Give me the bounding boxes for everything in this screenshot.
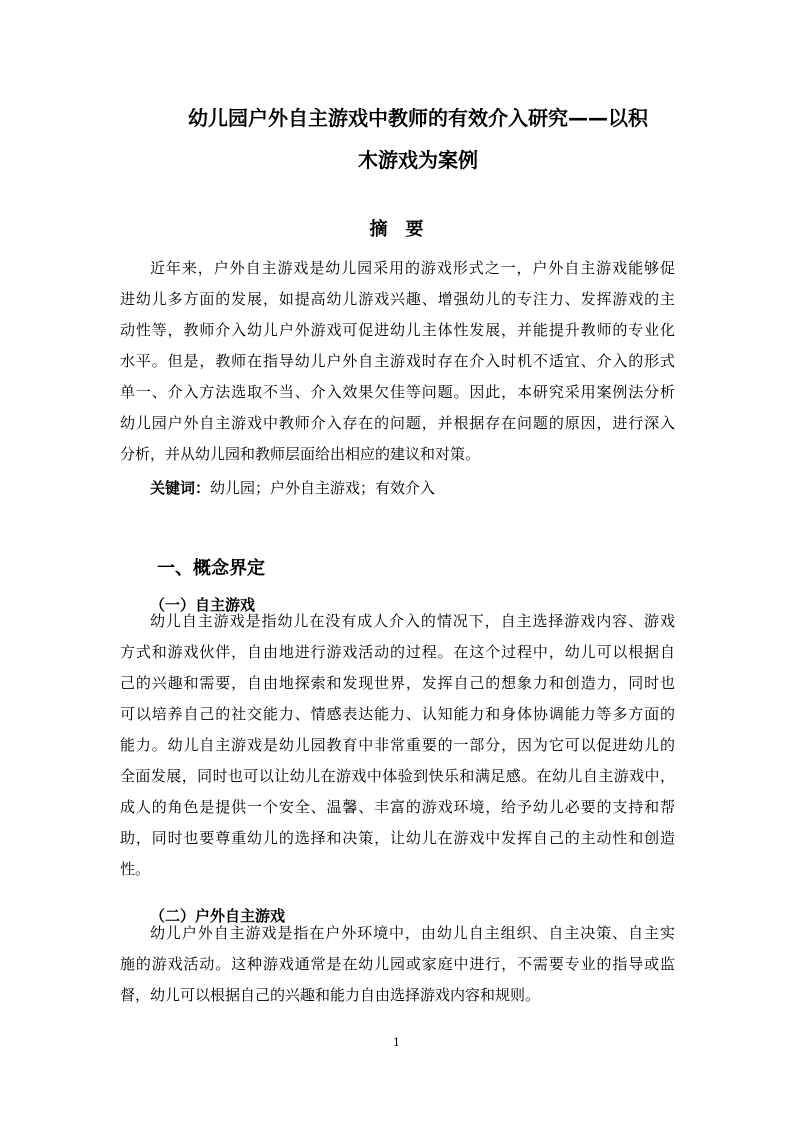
subsection-heading-1: （一）自主游戏 — [150, 596, 256, 614]
abstract-line: 近年来，户外自主游戏是幼儿园采用的游戏形式之一，户外自主游戏能够促 — [150, 259, 675, 277]
body-line: 方式和游戏伙伴，自由地进行游戏活动的过程。在这个过程中，幼儿可以根据自 — [120, 643, 675, 661]
subsection-heading-2: （二）户外自主游戏 — [150, 907, 286, 925]
abstract-heading: 摘要 — [369, 219, 442, 240]
abstract-line: 水平。但是，教师在指导幼儿户外自主游戏时存在介入时机不适宜、介入的形式 — [120, 352, 675, 370]
body-line: 能力。幼儿自主游戏是幼儿园教育中非常重要的一部分，因为它可以促进幼儿的 — [120, 736, 675, 754]
abstract-line: 分析，并从幼儿园和教师层面给出相应的建议和对策。 — [120, 445, 481, 463]
abstract-line: 幼儿园户外自主游戏中教师介入存在的问题，并根据存在问题的原因，进行深入 — [120, 414, 675, 432]
section-heading: 一、概念界定 — [157, 557, 265, 579]
body-line: 己的兴趣和需要，自由地探索和发现世界，发挥自己的想象力和创造力，同时也 — [120, 674, 675, 692]
body-line: 性。 — [120, 860, 151, 878]
abstract-line: 单一、介入方法选取不当、介入效果欠佳等问题。因此，本研究采用案例法分析 — [120, 383, 675, 401]
page-number: 1 — [393, 1036, 400, 1049]
body-line: 督，幼儿可以根据自己的兴趣和能力自由选择游戏内容和规则。 — [120, 986, 541, 1004]
body-line: 助，同时也要尊重幼儿的选择和决策，让幼儿在游戏中发挥自己的主动性和创造 — [120, 829, 675, 847]
body-line: 可以培养自己的社交能力、情感表达能力、认知能力和身体协调能力等多方面的 — [120, 705, 675, 723]
abstract-paragraph — [120, 253, 675, 470]
subsection-1-paragraph — [120, 606, 675, 885]
subsection-2-paragraph — [120, 918, 675, 1011]
abstract-line: 进幼儿多方面的发展，如提高幼儿游戏兴趣、增强幼儿的专注力、发挥游戏的主 — [120, 290, 675, 308]
keywords-label: 关键词： — [150, 479, 211, 497]
body-line: 幼儿自主游戏是指幼儿在没有成人介入的情况下，自主选择游戏内容、游戏 — [150, 612, 675, 630]
document-title-line-2: 木游戏为案例 — [358, 148, 478, 172]
abstract-line: 动性等，教师介入幼儿户外游戏可促进幼儿主体性发展，并能提升教师的专业化 — [120, 321, 675, 339]
body-line: 幼儿户外自主游戏是指在户外环境中，由幼儿自主组织、自主决策、自主实 — [150, 924, 675, 942]
body-line: 成人的角色是提供一个安全、温馨、丰富的游戏环境，给予幼儿必要的支持和帮 — [120, 798, 675, 816]
body-line: 全面发展，同时也可以让幼儿在游戏中体验到快乐和满足感。在幼儿自主游戏中， — [120, 767, 675, 785]
keywords-value: 幼儿园；户外自主游戏；有效介入 — [210, 479, 436, 497]
document-title-line-1: 幼儿园户外自主游戏中教师的有效介入研究——以积 — [188, 106, 648, 130]
body-line: 施的游戏活动。这种游戏通常是在幼儿园或家庭中进行，不需要专业的指导或监 — [120, 955, 675, 973]
keywords — [150, 473, 435, 504]
